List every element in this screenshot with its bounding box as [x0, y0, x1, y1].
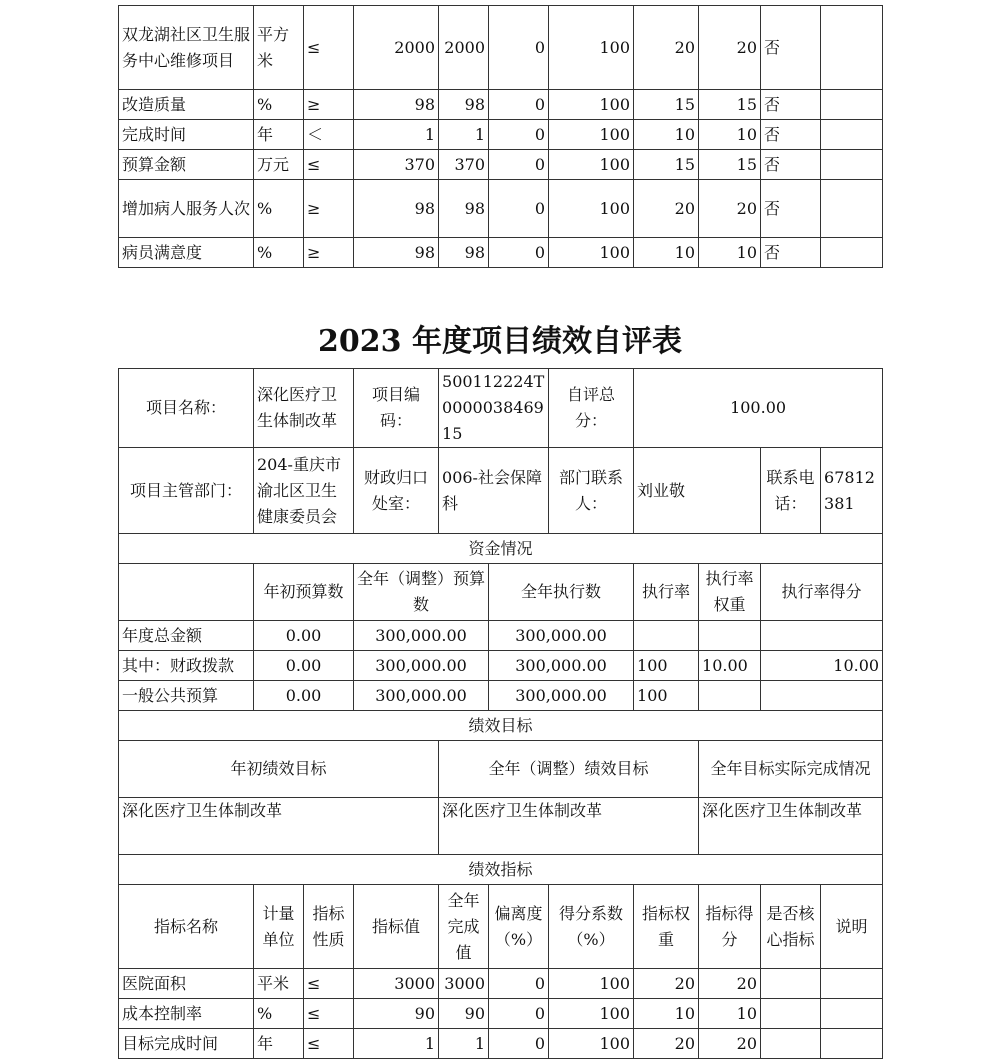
cell-deviation: 0: [489, 1029, 549, 1059]
cell-weight: 20: [634, 969, 699, 999]
cell-score: 20: [699, 969, 761, 999]
cell-target: 90: [354, 999, 439, 1029]
project-code-label: 项目编码：: [354, 369, 439, 448]
finance-label: 财政归口处室：: [354, 448, 439, 534]
cell-actual: 370: [439, 150, 489, 180]
funds-row-score: [761, 621, 883, 651]
cell-deviation: 0: [489, 969, 549, 999]
cell-score: 10: [699, 120, 761, 150]
contact-label: 部门联系人：: [549, 448, 634, 534]
cell-nature: ≤: [304, 1029, 354, 1059]
phone-value: 67812381: [821, 448, 883, 534]
cell-target: 1: [354, 1029, 439, 1059]
cell-unit: %: [254, 238, 304, 268]
funds-row-rate: [634, 621, 699, 651]
funds-row-label: 其中：财政拨款: [119, 651, 254, 681]
cell-actual: 1: [439, 1029, 489, 1059]
cell-core: 否: [761, 6, 821, 90]
table-row: [119, 180, 883, 238]
cell-core: 否: [761, 90, 821, 120]
funds-row: [119, 651, 883, 681]
cell-name: 目标完成时间: [119, 1029, 254, 1059]
cell-target: 2000: [354, 6, 439, 90]
cell-unit: %: [254, 999, 304, 1029]
indicator-table-continued: [118, 5, 883, 268]
cell-target: 98: [354, 90, 439, 120]
table-row: [119, 120, 883, 150]
funds-row-adjusted: 300,000.00: [354, 651, 489, 681]
cell-actual: 98: [439, 238, 489, 268]
cell-weight: 15: [634, 90, 699, 120]
cell-name: 增加病人服务人次: [119, 180, 254, 238]
contact-value: 刘业敬: [634, 448, 761, 534]
indicators-header-row: [119, 885, 883, 969]
funds-header-blank: [119, 564, 254, 621]
cell-deviation: 0: [489, 90, 549, 120]
cell-unit: 年: [254, 120, 304, 150]
cell-note: [821, 6, 883, 90]
cell-deviation: 0: [489, 150, 549, 180]
cell-nature: ≥: [304, 180, 354, 238]
cell-unit: 年: [254, 1029, 304, 1059]
cell-score-coef: 100: [549, 120, 634, 150]
funds-row-initial: 0.00: [254, 621, 354, 651]
cell-nature: ＜: [304, 120, 354, 150]
funds-row: [119, 621, 883, 651]
project-name-label: 项目名称：: [119, 369, 254, 448]
funds-header-weight: 执行率权重: [699, 564, 761, 621]
cell-nature: ≤: [304, 150, 354, 180]
cell-score: 15: [699, 150, 761, 180]
dept-value: 204-重庆市渝北区卫生健康委员会: [254, 448, 354, 534]
project-info-row-1: [119, 369, 883, 448]
cell-unit: %: [254, 90, 304, 120]
cell-actual: 98: [439, 90, 489, 120]
project-code-value: 500112224T000003846915: [439, 369, 549, 448]
cell-deviation: 0: [489, 120, 549, 150]
cell-deviation: 0: [489, 6, 549, 90]
indicator-header-core: 是否核心指标: [761, 885, 821, 969]
cell-unit: 平米: [254, 969, 304, 999]
goals-section-label: 绩效目标: [119, 711, 883, 741]
cell-nature: ≥: [304, 90, 354, 120]
funds-row-score: 10.00: [761, 651, 883, 681]
cell-name: 预算金额: [119, 150, 254, 180]
cell-weight: 10: [634, 999, 699, 1029]
cell-weight: 10: [634, 120, 699, 150]
funds-row-label: 年度总金额: [119, 621, 254, 651]
cell-core: [761, 1029, 821, 1059]
funds-row-rate: 100: [634, 681, 699, 711]
cell-score-coef: 100: [549, 1029, 634, 1059]
cell-target: 3000: [354, 969, 439, 999]
table-row: [119, 238, 883, 268]
cell-name: 完成时间: [119, 120, 254, 150]
cell-deviation: 0: [489, 999, 549, 1029]
cell-score-coef: 100: [549, 90, 634, 120]
phone-label: 联系电话：: [761, 448, 821, 534]
funds-row-weight: [699, 621, 761, 651]
cell-target: 1: [354, 120, 439, 150]
cell-weight: 15: [634, 150, 699, 180]
cell-nature: ≤: [304, 6, 354, 90]
funds-header-initial: 年初预算数: [254, 564, 354, 621]
cell-unit: 万元: [254, 150, 304, 180]
cell-score-coef: 100: [549, 180, 634, 238]
indicator-header-unit: 计量单位: [254, 885, 304, 969]
cell-name: 双龙湖社区卫生服务中心维修项目: [119, 6, 254, 90]
funds-row-initial: 0.00: [254, 651, 354, 681]
indicators-section-label: 绩效指标: [119, 855, 883, 885]
funds-row-rate: 100: [634, 651, 699, 681]
dept-label: 项目主管部门：: [119, 448, 254, 534]
cell-note: [821, 1029, 883, 1059]
funds-row-initial: 0.00: [254, 681, 354, 711]
funds-row-score: [761, 681, 883, 711]
cell-name: 病员满意度: [119, 238, 254, 268]
cell-actual: 2000: [439, 6, 489, 90]
table-row: [119, 1029, 883, 1059]
table-row: [119, 150, 883, 180]
funds-section-label: 资金情况: [119, 534, 883, 564]
table-row: [119, 999, 883, 1029]
self-score-value: 100.00: [634, 369, 883, 448]
indicator-header-score: 指标得分: [699, 885, 761, 969]
cell-name: 成本控制率: [119, 999, 254, 1029]
cell-deviation: 0: [489, 180, 549, 238]
cell-note: [821, 999, 883, 1029]
cell-weight: 20: [634, 180, 699, 238]
cell-score-coef: 100: [549, 238, 634, 268]
cell-weight: 20: [634, 6, 699, 90]
indicator-header-nature: 指标性质: [304, 885, 354, 969]
cell-actual: 98: [439, 180, 489, 238]
cell-core: [761, 999, 821, 1029]
funds-row-executed: 300,000.00: [489, 651, 634, 681]
cell-note: [821, 180, 883, 238]
goals-header-row: [119, 741, 883, 798]
cell-score: 10: [699, 999, 761, 1029]
cell-note: [821, 120, 883, 150]
cell-score-coef: 100: [549, 150, 634, 180]
cell-core: 否: [761, 150, 821, 180]
indicator-header-name: 指标名称: [119, 885, 254, 969]
cell-name: 医院面积: [119, 969, 254, 999]
cell-target: 370: [354, 150, 439, 180]
cell-actual: 90: [439, 999, 489, 1029]
cell-nature: ≤: [304, 999, 354, 1029]
cell-actual: 1: [439, 120, 489, 150]
table-row: [119, 90, 883, 120]
table-row: [119, 969, 883, 999]
cell-nature: ≤: [304, 969, 354, 999]
cell-score: 20: [699, 6, 761, 90]
funds-row-adjusted: 300,000.00: [354, 681, 489, 711]
page-title: 2023 年度项目绩效自评表: [318, 324, 682, 359]
indicator-header-score-coef: 得分系数（%）: [549, 885, 634, 969]
cell-target: 98: [354, 180, 439, 238]
goals-header-adjusted: 全年（调整）绩效目标: [439, 741, 699, 798]
funds-header-score: 执行率得分: [761, 564, 883, 621]
self-score-label: 自评总分：: [549, 369, 634, 448]
cell-score-coef: 100: [549, 969, 634, 999]
cell-note: [821, 238, 883, 268]
funds-section-row: [119, 534, 883, 564]
cell-core: 否: [761, 120, 821, 150]
table-row: [119, 6, 883, 90]
indicators-section-row: [119, 855, 883, 885]
funds-row-weight: [699, 681, 761, 711]
cell-score: 15: [699, 90, 761, 120]
goals-section-row: [119, 711, 883, 741]
goals-value-initial: 深化医疗卫生体制改革: [119, 798, 439, 855]
cell-core: [761, 969, 821, 999]
cell-score-coef: 100: [549, 6, 634, 90]
funds-header-row: [119, 564, 883, 621]
cell-weight: 20: [634, 1029, 699, 1059]
cell-score: 20: [699, 180, 761, 238]
indicator-header-deviation: 偏离度（%）: [489, 885, 549, 969]
funds-row-executed: 300,000.00: [489, 681, 634, 711]
cell-note: [821, 150, 883, 180]
cell-note: [821, 969, 883, 999]
cell-score: 20: [699, 1029, 761, 1059]
funds-row: [119, 681, 883, 711]
funds-header-rate: 执行率: [634, 564, 699, 621]
project-info-row-2: [119, 448, 883, 534]
indicator-header-note: 说明: [821, 885, 883, 969]
indicator-header-actual: 全年完成值: [439, 885, 489, 969]
funds-header-adjusted: 全年（调整）预算数: [354, 564, 489, 621]
cell-name: 改造质量: [119, 90, 254, 120]
cell-actual: 3000: [439, 969, 489, 999]
goals-header-initial: 年初绩效目标: [119, 741, 439, 798]
funds-row-adjusted: 300,000.00: [354, 621, 489, 651]
finance-value: 006-社会保障科: [439, 448, 549, 534]
indicator-header-target: 指标值: [354, 885, 439, 969]
goals-value-adjusted: 深化医疗卫生体制改革: [439, 798, 699, 855]
cell-unit: %: [254, 180, 304, 238]
funds-row-weight: 10.00: [699, 651, 761, 681]
goals-value-actual: 深化医疗卫生体制改革: [699, 798, 883, 855]
goals-header-actual: 全年目标实际完成情况: [699, 741, 883, 798]
cell-core: 否: [761, 180, 821, 238]
cell-unit: 平方米: [254, 6, 304, 90]
funds-row-executed: 300,000.00: [489, 621, 634, 651]
funds-header-executed: 全年执行数: [489, 564, 634, 621]
self-evaluation-table: [118, 368, 883, 1059]
project-name-value: 深化医疗卫生体制改革: [254, 369, 354, 448]
cell-score-coef: 100: [549, 999, 634, 1029]
goals-value-row: [119, 798, 883, 855]
indicator-header-weight: 指标权重: [634, 885, 699, 969]
cell-weight: 10: [634, 238, 699, 268]
cell-core: 否: [761, 238, 821, 268]
cell-nature: ≥: [304, 238, 354, 268]
funds-row-label: 一般公共预算: [119, 681, 254, 711]
cell-score: 10: [699, 238, 761, 268]
cell-note: [821, 90, 883, 120]
cell-deviation: 0: [489, 238, 549, 268]
cell-target: 98: [354, 238, 439, 268]
